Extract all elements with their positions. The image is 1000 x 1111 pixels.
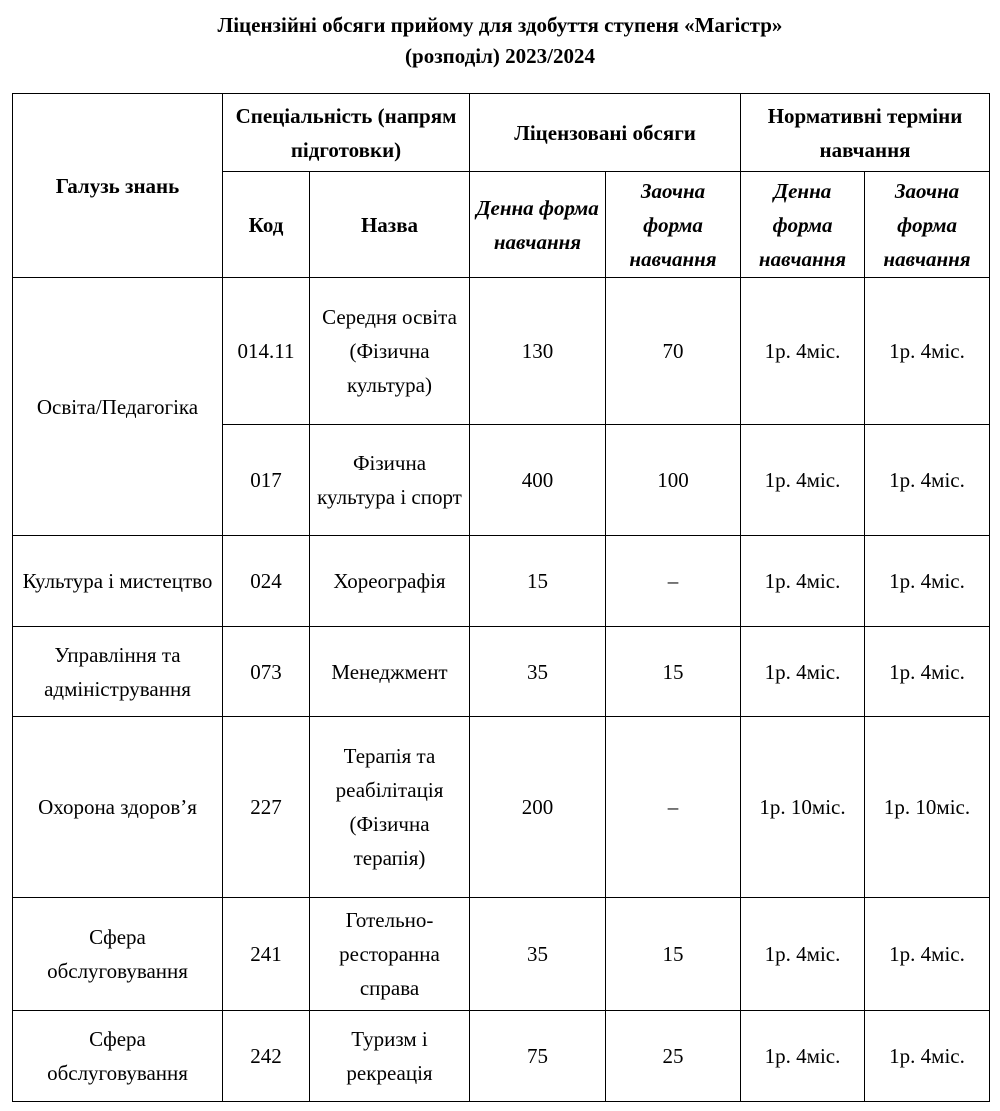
cell-day: 15 bbox=[470, 536, 606, 627]
header-specialty: Спеціальність (напрям підготовки) bbox=[223, 94, 470, 172]
cell-extramural: 15 bbox=[606, 898, 741, 1011]
title-line-1: Ліцензійні обсяги прийому для здобуття ступеня «Магістр» bbox=[217, 13, 783, 37]
table-row bbox=[13, 898, 990, 1011]
table-body bbox=[13, 278, 990, 1102]
cell-term-day: 1р. 4міс. bbox=[741, 898, 865, 1011]
cell-term-extramural: 1р. 4міс. bbox=[865, 536, 990, 627]
cell-field: Культура і мистецтво bbox=[13, 536, 223, 627]
cell-name: Терапія та реабілітація (Фізична терапія) bbox=[310, 717, 470, 898]
header-name: Назва bbox=[310, 172, 470, 278]
header-terms-extramural: Заочна форма навчання bbox=[865, 172, 990, 278]
cell-code: 024 bbox=[223, 536, 310, 627]
cell-term-day: 1р. 10міс. bbox=[741, 717, 865, 898]
cell-name: Середня освіта (Фізична культура) bbox=[310, 278, 470, 425]
title-line-2: (розподіл) 2023/2024 bbox=[405, 44, 595, 68]
header-field: Галузь знань bbox=[13, 94, 223, 278]
cell-day: 35 bbox=[470, 627, 606, 717]
header-licensed-extramural: Заочна форма навчання bbox=[606, 172, 741, 278]
header-terms: Нормативні терміни навчання bbox=[741, 94, 990, 172]
cell-term-extramural: 1р. 10міс. bbox=[865, 717, 990, 898]
cell-day: 200 bbox=[470, 717, 606, 898]
cell-name: Фізична культура і спорт bbox=[310, 425, 470, 536]
cell-field: Освіта/Педагогіка bbox=[13, 278, 223, 536]
cell-term-day: 1р. 4міс. bbox=[741, 536, 865, 627]
cell-term-extramural: 1р. 4міс. bbox=[865, 1011, 990, 1102]
table-row bbox=[13, 717, 990, 898]
cell-term-day: 1р. 4міс. bbox=[741, 425, 865, 536]
table-row bbox=[13, 278, 990, 425]
admission-table bbox=[12, 93, 990, 1102]
cell-extramural: – bbox=[606, 536, 741, 627]
cell-extramural: 15 bbox=[606, 627, 741, 717]
cell-name: Готельно-ресторанна справа bbox=[310, 898, 470, 1011]
cell-field: Сфера обслуговування bbox=[13, 1011, 223, 1102]
cell-term-extramural: 1р. 4міс. bbox=[865, 898, 990, 1011]
cell-code: 242 bbox=[223, 1011, 310, 1102]
cell-term-extramural: 1р. 4міс. bbox=[865, 278, 990, 425]
document-title bbox=[0, 10, 1000, 72]
cell-code: 227 bbox=[223, 717, 310, 898]
header-licensed-day: Денна форма навчання bbox=[470, 172, 606, 278]
cell-term-extramural: 1р. 4міс. bbox=[865, 627, 990, 717]
table-row bbox=[13, 1011, 990, 1102]
header-code: Код bbox=[223, 172, 310, 278]
cell-name: Туризм і рекреація bbox=[310, 1011, 470, 1102]
cell-extramural: – bbox=[606, 717, 741, 898]
cell-day: 400 bbox=[470, 425, 606, 536]
table-row bbox=[13, 627, 990, 717]
table-header bbox=[13, 94, 990, 278]
cell-extramural: 100 bbox=[606, 425, 741, 536]
cell-code: 014.11 bbox=[223, 278, 310, 425]
cell-day: 130 bbox=[470, 278, 606, 425]
cell-term-day: 1р. 4міс. bbox=[741, 1011, 865, 1102]
cell-day: 75 bbox=[470, 1011, 606, 1102]
cell-term-day: 1р. 4міс. bbox=[741, 278, 865, 425]
cell-field: Сфера обслуговування bbox=[13, 898, 223, 1011]
cell-name: Хореографія bbox=[310, 536, 470, 627]
cell-field: Охорона здоров’я bbox=[13, 717, 223, 898]
header-terms-day: Денна форма навчання bbox=[741, 172, 865, 278]
cell-extramural: 70 bbox=[606, 278, 741, 425]
table-row bbox=[13, 536, 990, 627]
cell-name: Менеджмент bbox=[310, 627, 470, 717]
cell-term-extramural: 1р. 4міс. bbox=[865, 425, 990, 536]
cell-term-day: 1р. 4міс. bbox=[741, 627, 865, 717]
header-licensed: Ліцензовані обсяги bbox=[470, 94, 741, 172]
cell-code: 241 bbox=[223, 898, 310, 1011]
cell-code: 073 bbox=[223, 627, 310, 717]
cell-day: 35 bbox=[470, 898, 606, 1011]
cell-extramural: 25 bbox=[606, 1011, 741, 1102]
cell-field: Управління та адміністрування bbox=[13, 627, 223, 717]
cell-code: 017 bbox=[223, 425, 310, 536]
